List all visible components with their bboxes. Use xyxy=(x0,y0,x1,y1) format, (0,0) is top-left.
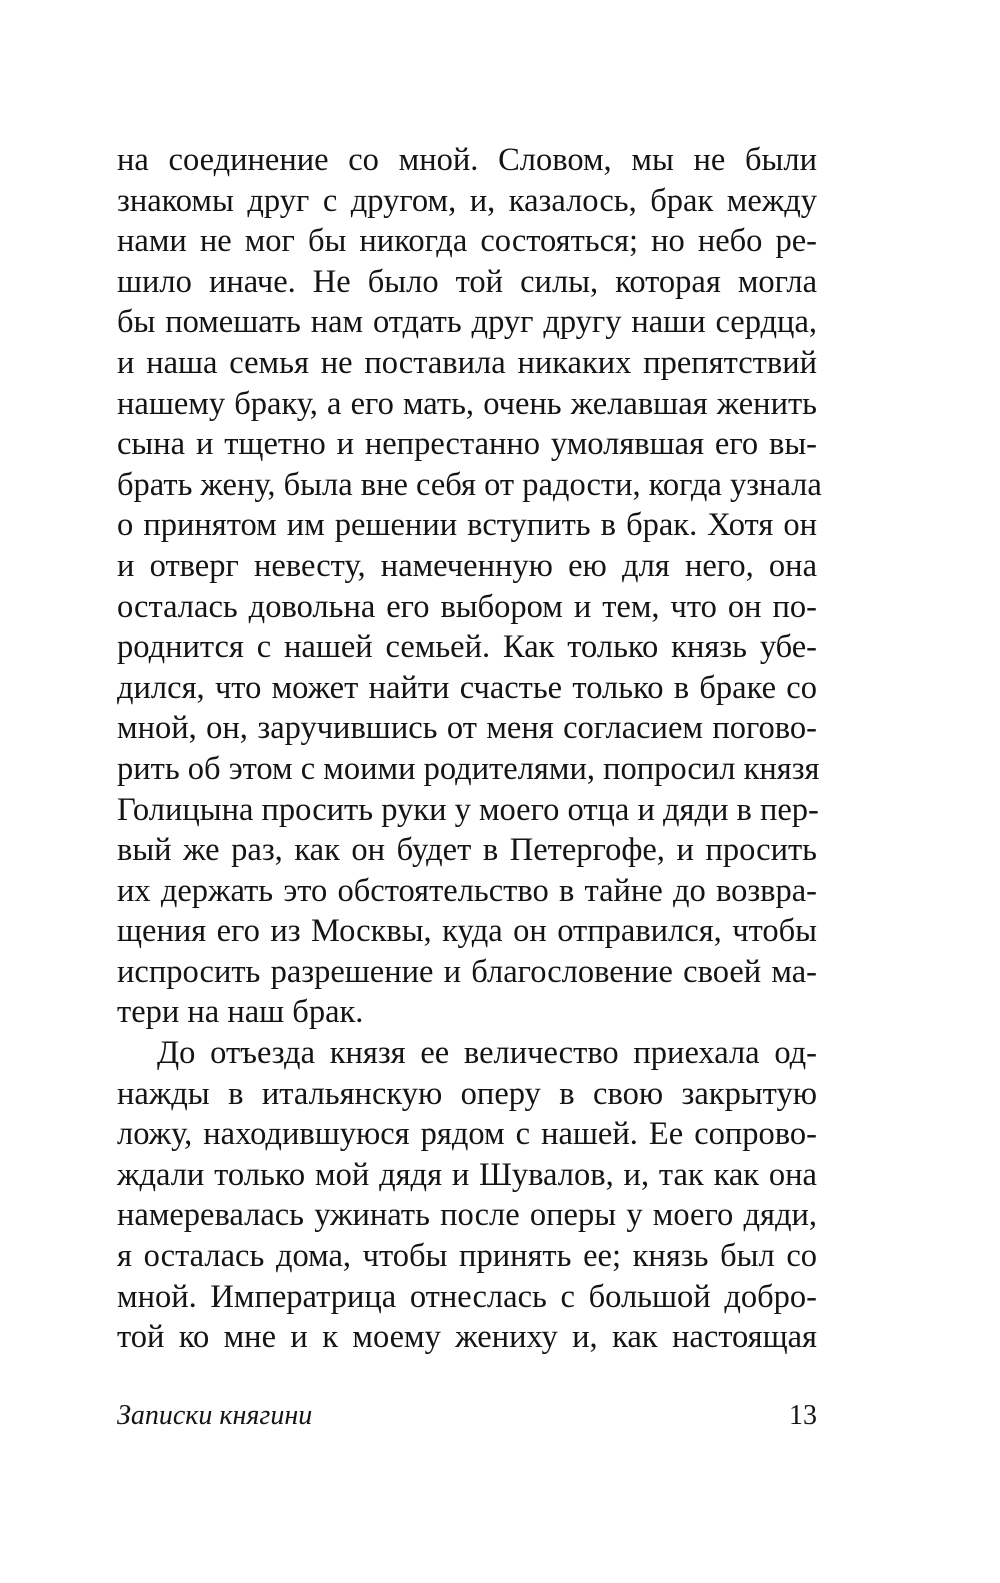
text-line: нажды в итальянскую оперу в свою закрытую xyxy=(117,1075,817,1112)
text-line: нами не мог бы никогда состояться; но небо ре- xyxy=(117,223,817,260)
text-line: щения его из Москвы, куда он отправился, чтобы xyxy=(117,913,817,950)
text-line: вый же раз, как он будет в Петергофе, и просить xyxy=(117,832,817,869)
text-line: брать жену, была вне себя от радости, когда узнала xyxy=(117,466,822,503)
text-line: Голицына просить руки у моего отца и дяди в пер- xyxy=(117,791,819,828)
text-line: намеревалась ужинать после оперы у моего дяди, xyxy=(117,1197,817,1234)
text-line: я осталась дома, чтобы принять ее; князь был со xyxy=(117,1238,817,1275)
text-line: на соединение со мной. Словом, мы не были xyxy=(117,142,817,178)
text-line: сына и тщетно и непрестанно умолявшая его вы- xyxy=(117,426,817,463)
text-line: шило иначе. Не было той силы, которая могла xyxy=(117,263,817,300)
text-line: нашему браку, а его мать, очень желавшая женить xyxy=(117,385,817,422)
text-line: бы помешать нам отдать друг другу наши сердца, xyxy=(117,304,817,341)
running-title: Записки княгини xyxy=(117,1400,313,1431)
text-line: мной, он, заручившись от меня согласием погово- xyxy=(117,710,817,747)
text-line: их держать это обстоятельство в тайне до возвра- xyxy=(117,872,817,909)
text-line: тери на наш брак. xyxy=(117,994,364,1031)
text-line: мной. Императрица отнеслась с большой добро- xyxy=(117,1278,817,1315)
text-line: осталась довольна его выбором и тем, что он по- xyxy=(117,588,817,625)
body-text xyxy=(117,140,822,1358)
text-line: испросить разрешение и благословение своей ма- xyxy=(117,953,817,990)
text-line: и наша семья не поставила никаких препятствий xyxy=(117,344,817,381)
text-line: ждали только мой дядя и Шувалов, и, так как она xyxy=(117,1156,817,1193)
text-line: роднится с нашей семьей. Как только князь убе- xyxy=(117,629,817,666)
text-line: знакомы друг с другом, и, казалось, брак между xyxy=(117,182,817,219)
text-line: рить об этом с моими родителями, попросил князя xyxy=(117,750,820,787)
page-footer xyxy=(117,1396,817,1436)
text-line: той ко мне и к моему жениху и, как настоящая xyxy=(117,1319,817,1356)
page-number: 13 xyxy=(789,1400,817,1431)
text-line: дился, что может найти счастье только в браке со xyxy=(117,669,817,706)
text-line: и отверг невесту, намеченную ею для него, она xyxy=(117,547,817,584)
text-line: ложу, находившуюся рядом с нашей. Ее сопрово- xyxy=(117,1116,817,1153)
text-line: о принятом им решении вступить в брак. Хотя он xyxy=(117,507,817,544)
text-line: До отъезда князя ее величество приехала од- xyxy=(157,1035,817,1072)
